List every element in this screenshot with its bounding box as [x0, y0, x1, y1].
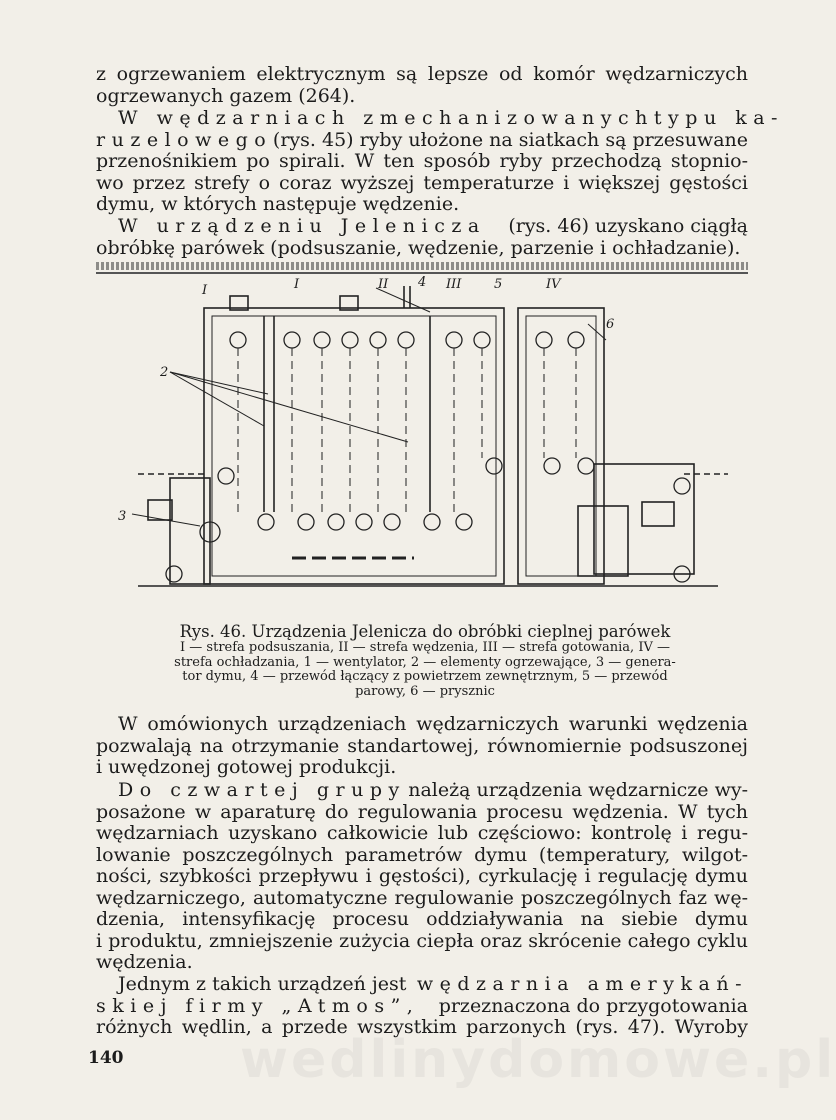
sprocket-wheel	[314, 332, 330, 348]
text-line: wo przez strefy o coraz wyższej temperaturze i większej gęstości	[96, 171, 748, 194]
text-line: dzenia, intensyfikację procesu oddziaływania na siebie dymu	[96, 908, 748, 930]
sprocket-wheel	[258, 514, 274, 530]
paragraph-carousel	[96, 107, 784, 216]
sprocket-wheels	[166, 332, 690, 582]
text-fragment: typu ka-	[653, 107, 784, 129]
text-line	[96, 974, 748, 996]
label-fan-1: I	[294, 277, 300, 292]
label-smoke-gen-3: 3	[118, 509, 127, 524]
text-line	[96, 107, 784, 130]
sprocket-wheel	[230, 332, 246, 348]
paragraph-fourth-group	[96, 780, 748, 974]
leader-line	[132, 514, 200, 526]
sprocket-wheel	[356, 514, 372, 530]
sprocket-wheel	[674, 478, 690, 494]
figure-top-rule	[96, 262, 748, 270]
sprocket-wheel	[456, 514, 472, 530]
spaced-term: W wędzarniach zmechanizowanych	[118, 107, 654, 129]
label-shower-6: 6	[606, 317, 615, 332]
text-line	[96, 780, 748, 802]
spaced-term: skiej firmy „Atmos”,	[96, 994, 420, 1017]
caption-title: Rys. 46. Urządzenia Jelenicza do obróbki cieplnej parówek	[179, 622, 671, 641]
paragraph-conditions	[96, 714, 748, 779]
text-line: wędzarniach uzyskano całkowicie lub częściowo: kontrolę i regu-	[96, 822, 748, 844]
label-steam-5: 5	[494, 277, 503, 292]
page-number: 140	[88, 1048, 124, 1068]
text-line: W omówionych urządzeniach wędzarniczych warunki wędzenia	[118, 713, 748, 735]
sprocket-wheel	[166, 566, 182, 582]
leader-line	[170, 372, 408, 442]
sprocket-wheel	[578, 458, 594, 474]
label-heaters-2: 2	[160, 365, 169, 380]
caption-legend-line: I — strefa podsuszania, II — strefa wędzenia, III — strefa gotowania, IV —	[180, 640, 670, 655]
spaced-term: ruzelowego	[96, 128, 273, 151]
sprocket-wheel	[446, 332, 462, 348]
cooling-chamber-inner	[526, 316, 596, 576]
paragraph-jelenicz	[96, 216, 748, 259]
exit-door	[578, 506, 628, 576]
sprocket-wheel	[342, 332, 358, 348]
text-line: dymu, w których następuje wędzenie.	[96, 193, 460, 215]
spaced-term: W urządzeniu Jelenicza	[118, 215, 486, 237]
sprocket-wheel	[474, 332, 490, 348]
spaced-term: Do czwartej grupy	[118, 779, 406, 801]
sprocket-wheel	[384, 514, 400, 530]
text-line: ności, szybkości przepływu i gęstości), cyrkulację i regulację dymu	[96, 865, 748, 887]
caption-legend-line: parowy, 6 — prysznic	[355, 683, 495, 699]
text-fragment: należą urządzenia wędzarnicze wy-	[408, 779, 748, 801]
leader-line	[170, 372, 264, 426]
caption-legend-line: tor dymu, 4 — przewód łączący z powietrzem zewnętrznym, 5 — przewód	[182, 669, 668, 684]
right-housing	[594, 464, 694, 574]
text-line: wędzenia.	[96, 951, 193, 973]
sprocket-wheel	[398, 332, 414, 348]
cooling-chamber-wall	[518, 308, 604, 584]
text-line	[96, 996, 748, 1018]
chain-paths	[238, 348, 576, 516]
sprocket-wheel	[568, 332, 584, 348]
text-line: posażone w aparaturę do regulowania procesu wędzenia. W tych	[96, 800, 748, 823]
text-line: i uwędzonej gotowej produkcji.	[96, 756, 397, 778]
text-fragment: przeznaczona do przygotowania	[438, 994, 748, 1017]
text-fragment: Jednym z takich urządzeń jest	[118, 973, 407, 995]
label-zone-I: I	[202, 283, 208, 298]
text-line	[96, 216, 748, 238]
label-zone-III: III	[446, 277, 462, 292]
exit-window	[642, 502, 674, 526]
figure-top-rule	[96, 272, 748, 274]
label-zone-II: II	[378, 277, 389, 292]
spaced-term: wędzarnia amerykań-	[416, 973, 748, 995]
leader-lines	[132, 288, 606, 526]
leader-line	[170, 372, 268, 394]
text-line: i produktu, zmniejszenie zużycia ciepła oraz skrócenie całego cyklu	[96, 929, 748, 952]
label-pipe-4: 4	[418, 275, 427, 290]
text-fragment: (rys. 45) ryby ułożone na siatkach są przesuwane	[272, 128, 748, 151]
sprocket-wheel	[284, 332, 300, 348]
caption-legend-line: strefa ochładzania, 1 — wentylator, 2 — elementy ogrzewające, 3 — genera-	[174, 654, 676, 670]
text-line: ogrzewanych gazem (264).	[96, 84, 356, 107]
sprocket-wheel	[424, 514, 440, 530]
sprocket-wheel	[218, 468, 234, 484]
paragraph-atmos	[96, 974, 748, 1039]
smoking-apparatus-diagram	[108, 276, 748, 596]
text-fragment: (rys. 46) uzyskano ciągłą	[508, 215, 748, 237]
text-line: pozwalają na otrzymanie standartowej, równomiernie podsuszonej	[96, 734, 748, 757]
main-chamber-wall	[204, 308, 504, 584]
text-line: lowanie poszczególnych parametrów dymu (temperatury, wilgot-	[96, 843, 748, 866]
figure-caption	[120, 622, 730, 699]
label-zone-IV: IV	[546, 277, 561, 292]
main-chamber-inner	[212, 316, 496, 576]
text-line: różnych wędlin, a przede wszystkim parzonych (rys. 47). Wyroby	[96, 1016, 748, 1038]
text-line: obróbkę parówek (podsuszanie, wędzenie, parzenie i ochładzanie).	[96, 236, 741, 259]
sprocket-wheel	[370, 332, 386, 348]
text-line: z ogrzewaniem elektrycznym są lepsze od komór wędzarniczych	[96, 63, 748, 85]
sprocket-wheel	[486, 458, 502, 474]
text-line: wędzarniczego, automatyczne regulowanie poszczególnych faz wę-	[96, 886, 748, 909]
text-line: przenośnikiem po spirali. W ten sposób ryby przechodzą stopnio-	[96, 150, 748, 172]
sprocket-wheel	[536, 332, 552, 348]
watermark: wedlinydomowe.pl	[240, 1030, 836, 1090]
paragraph-continuation	[96, 64, 748, 107]
sprocket-wheel	[544, 458, 560, 474]
text-line	[96, 130, 748, 152]
sprocket-wheel	[328, 514, 344, 530]
sprocket-wheel	[298, 514, 314, 530]
